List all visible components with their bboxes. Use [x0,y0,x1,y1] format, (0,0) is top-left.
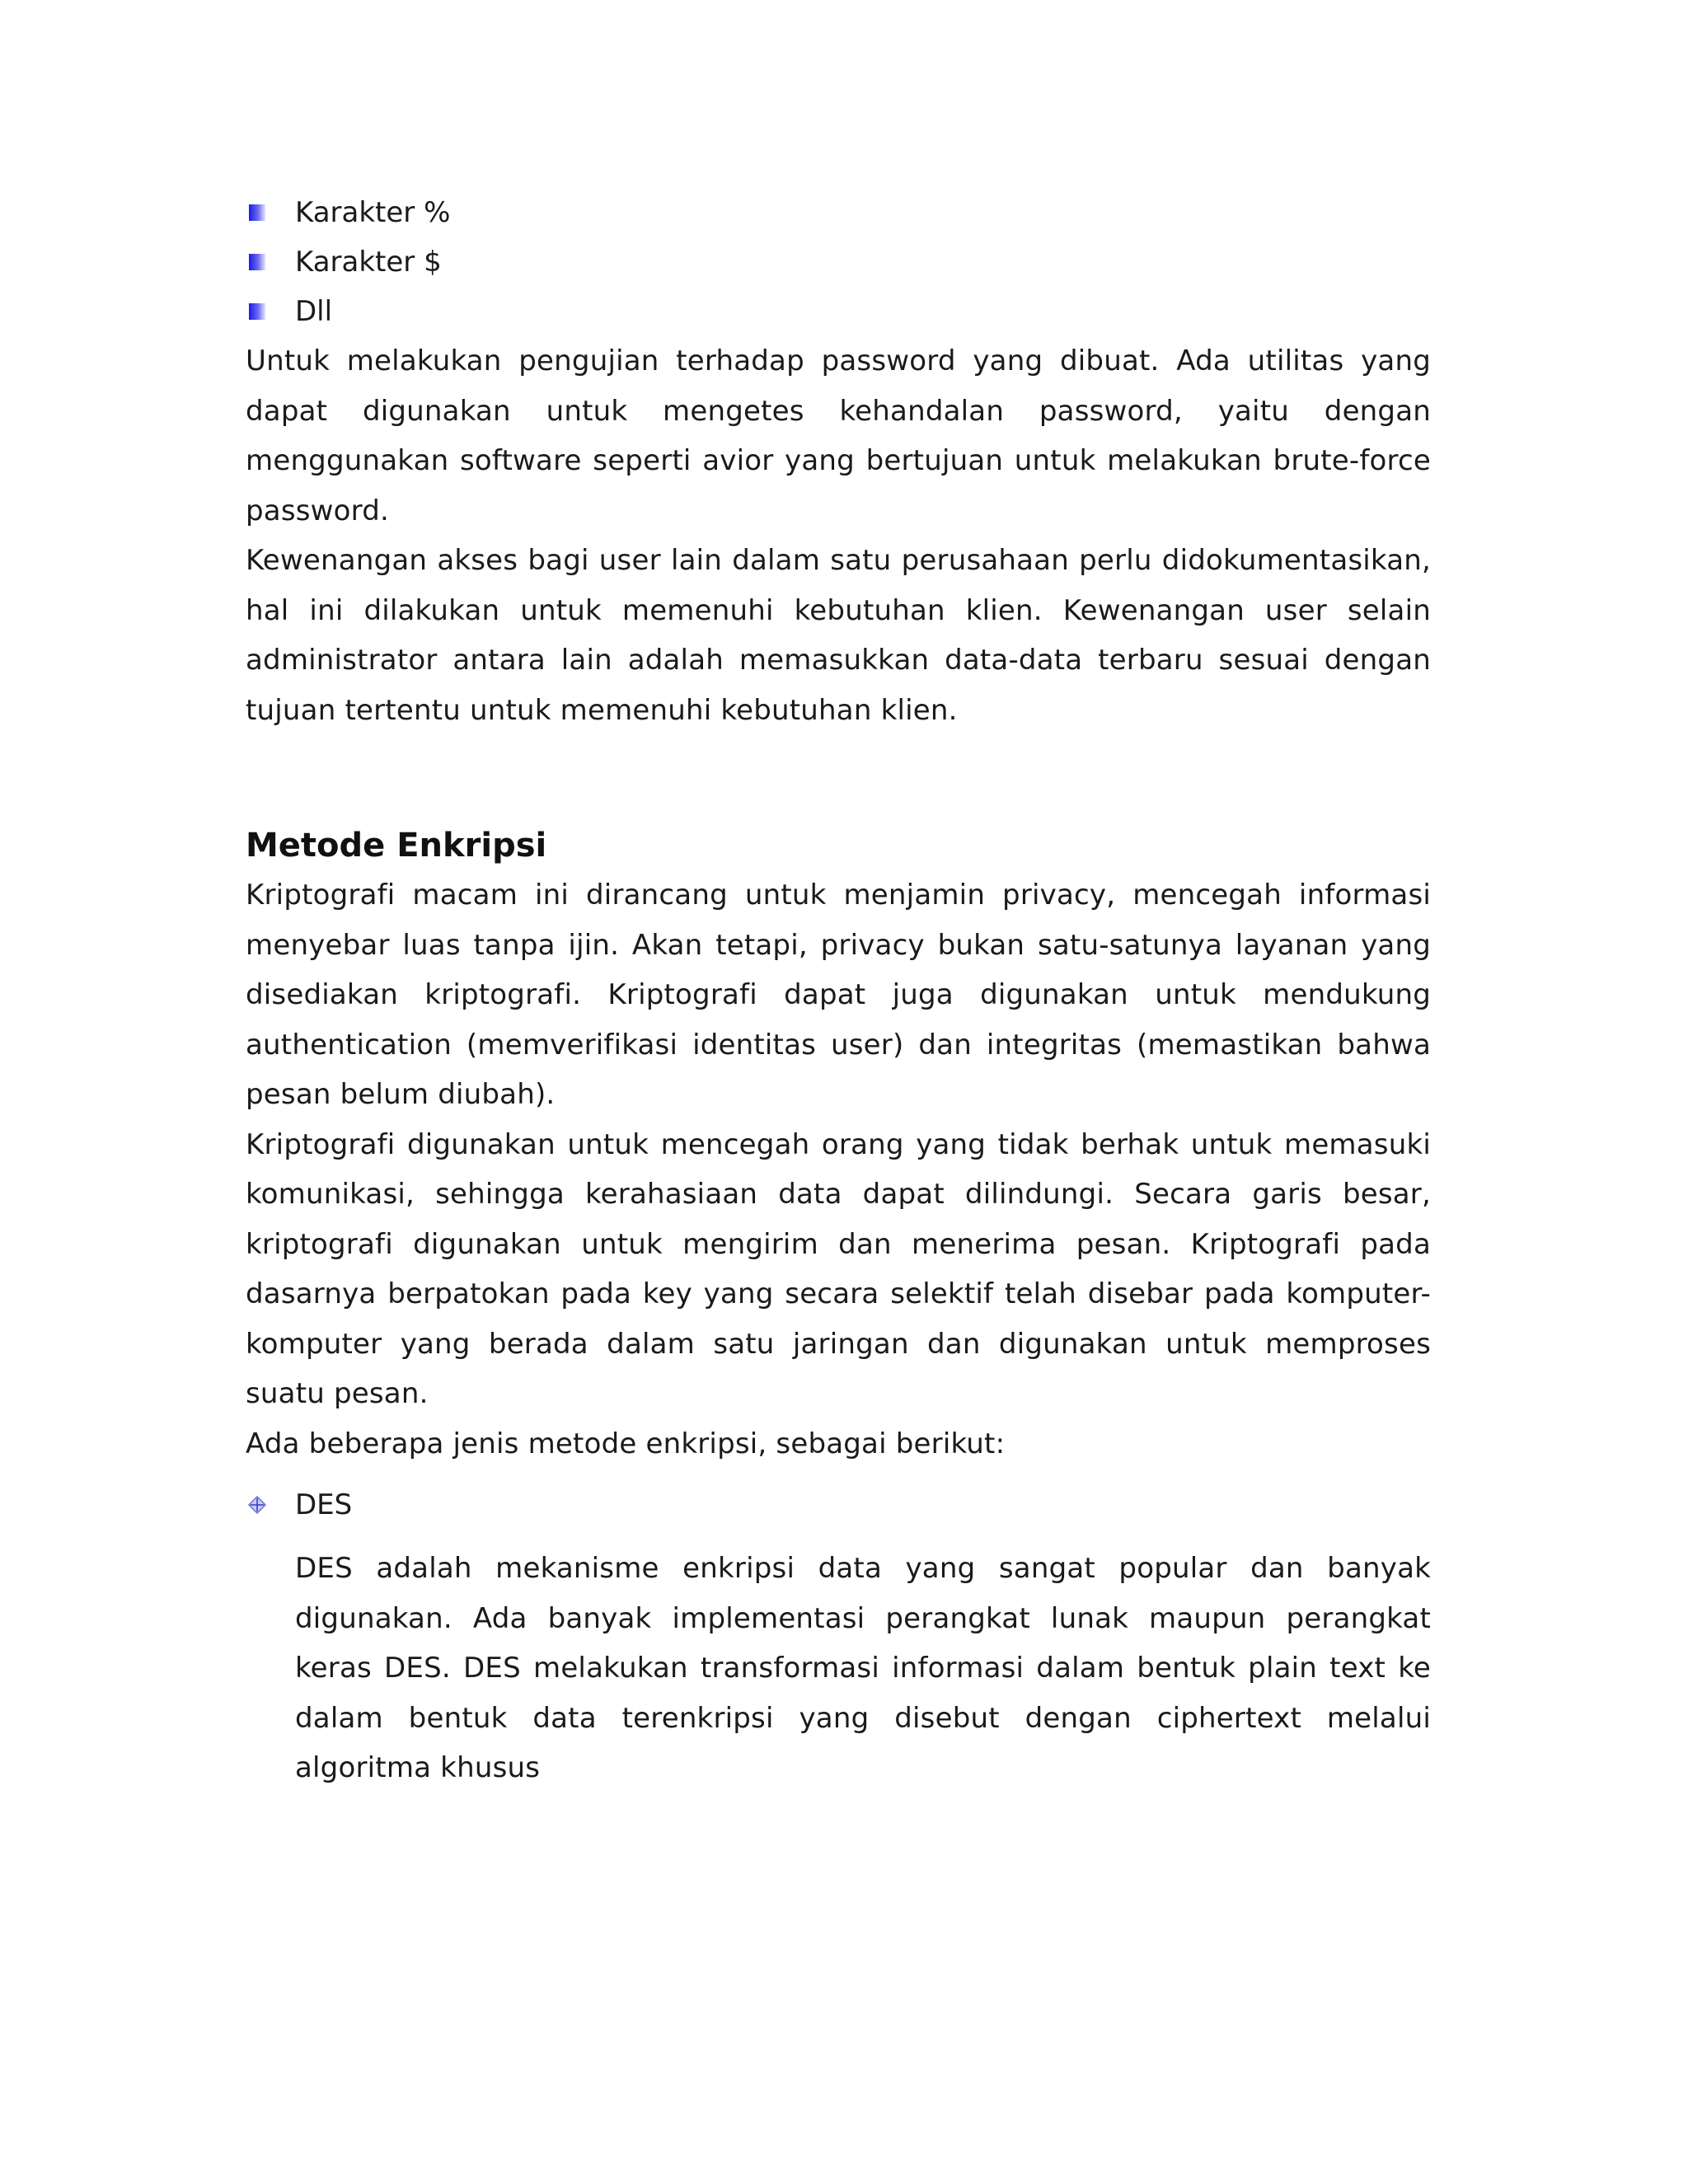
diamond-bullet-icon [247,1495,267,1515]
section-heading: Metode Enkripsi [246,827,547,865]
document-content [246,188,1431,1793]
list-item-label: Karakter % [295,196,451,229]
list-item [246,188,1431,237]
list-item [246,287,1431,336]
square-bullet-icon [249,303,265,320]
paragraph-methods-intro: Ada beberapa jenis metode enkripsi, sebagai berikut: [246,1427,1006,1460]
paragraph-cryptography-privacy: Kriptografi macam ini dirancang untuk menjamin privacy, mencegah informasi menyebar luas tanpa ijin. Akan tetapi, privacy bukan satu-satunya layanan yang disediakan kriptografi. Kriptografi dapat juga digunakan untuk mendukung authentication (memverifikasi identitas user) dan integritas (memastikan bahwa pesan belum diubah). [246,879,1431,1111]
method-label: DES [295,1488,353,1521]
paragraph-cryptography-usage: Kriptografi digunakan untuk mencegah orang yang tidak berhak untuk memasuki komunikasi, sehingga kerahasiaan data dapat dilindungi. Secara garis besar, kriptografi digunakan untuk mengirim dan menerima pesan. Kriptografi pada dasarnya berpatokan pada key yang secara selektif telah disebar pada komputer-komputer yang berada dalam satu jaringan dan digunakan untuk memproses suatu pesan. [246,1127,1431,1410]
character-bullet-list [246,188,1431,336]
method-description: DES adalah mekanisme enkripsi data yang sangat popular dan banyak digunakan. Ada banyak implementasi perangkat lunak maupun perangkat keras DES. DES melakukan transformasi informasi dalam bentuk plain text ke dalam bentuk data terenkripsi yang disebut dengan ciphertext melalui algoritma khusus [295,1552,1431,1784]
square-bullet-icon [249,204,265,221]
paragraph-password-testing: Untuk melakukan pengujian terhadap password yang dibuat. Ada utilitas yang dapat digunakan untuk mengetes kehandalan password, yaitu dengan menggunakan software seperti avior yang bertujuan untuk melakukan brute-force password. [246,344,1431,527]
paragraph-access-rights: Kewenangan akses bagi user lain dalam satu perusahaan perlu didokumentasikan, hal ini dilakukan untuk memenuhi kebutuhan klien. Kewenangan user selain administrator antara lain adalah memasukkan data-data terbaru sesuai dengan tujuan tertentu untuk memenuhi kebutuhan klien. [246,544,1431,727]
list-item-label: Karakter $ [295,246,442,279]
method-list-item [246,1480,1431,1530]
list-item [246,237,1431,287]
list-item-label: Dll [295,295,333,328]
square-bullet-icon [249,254,265,270]
